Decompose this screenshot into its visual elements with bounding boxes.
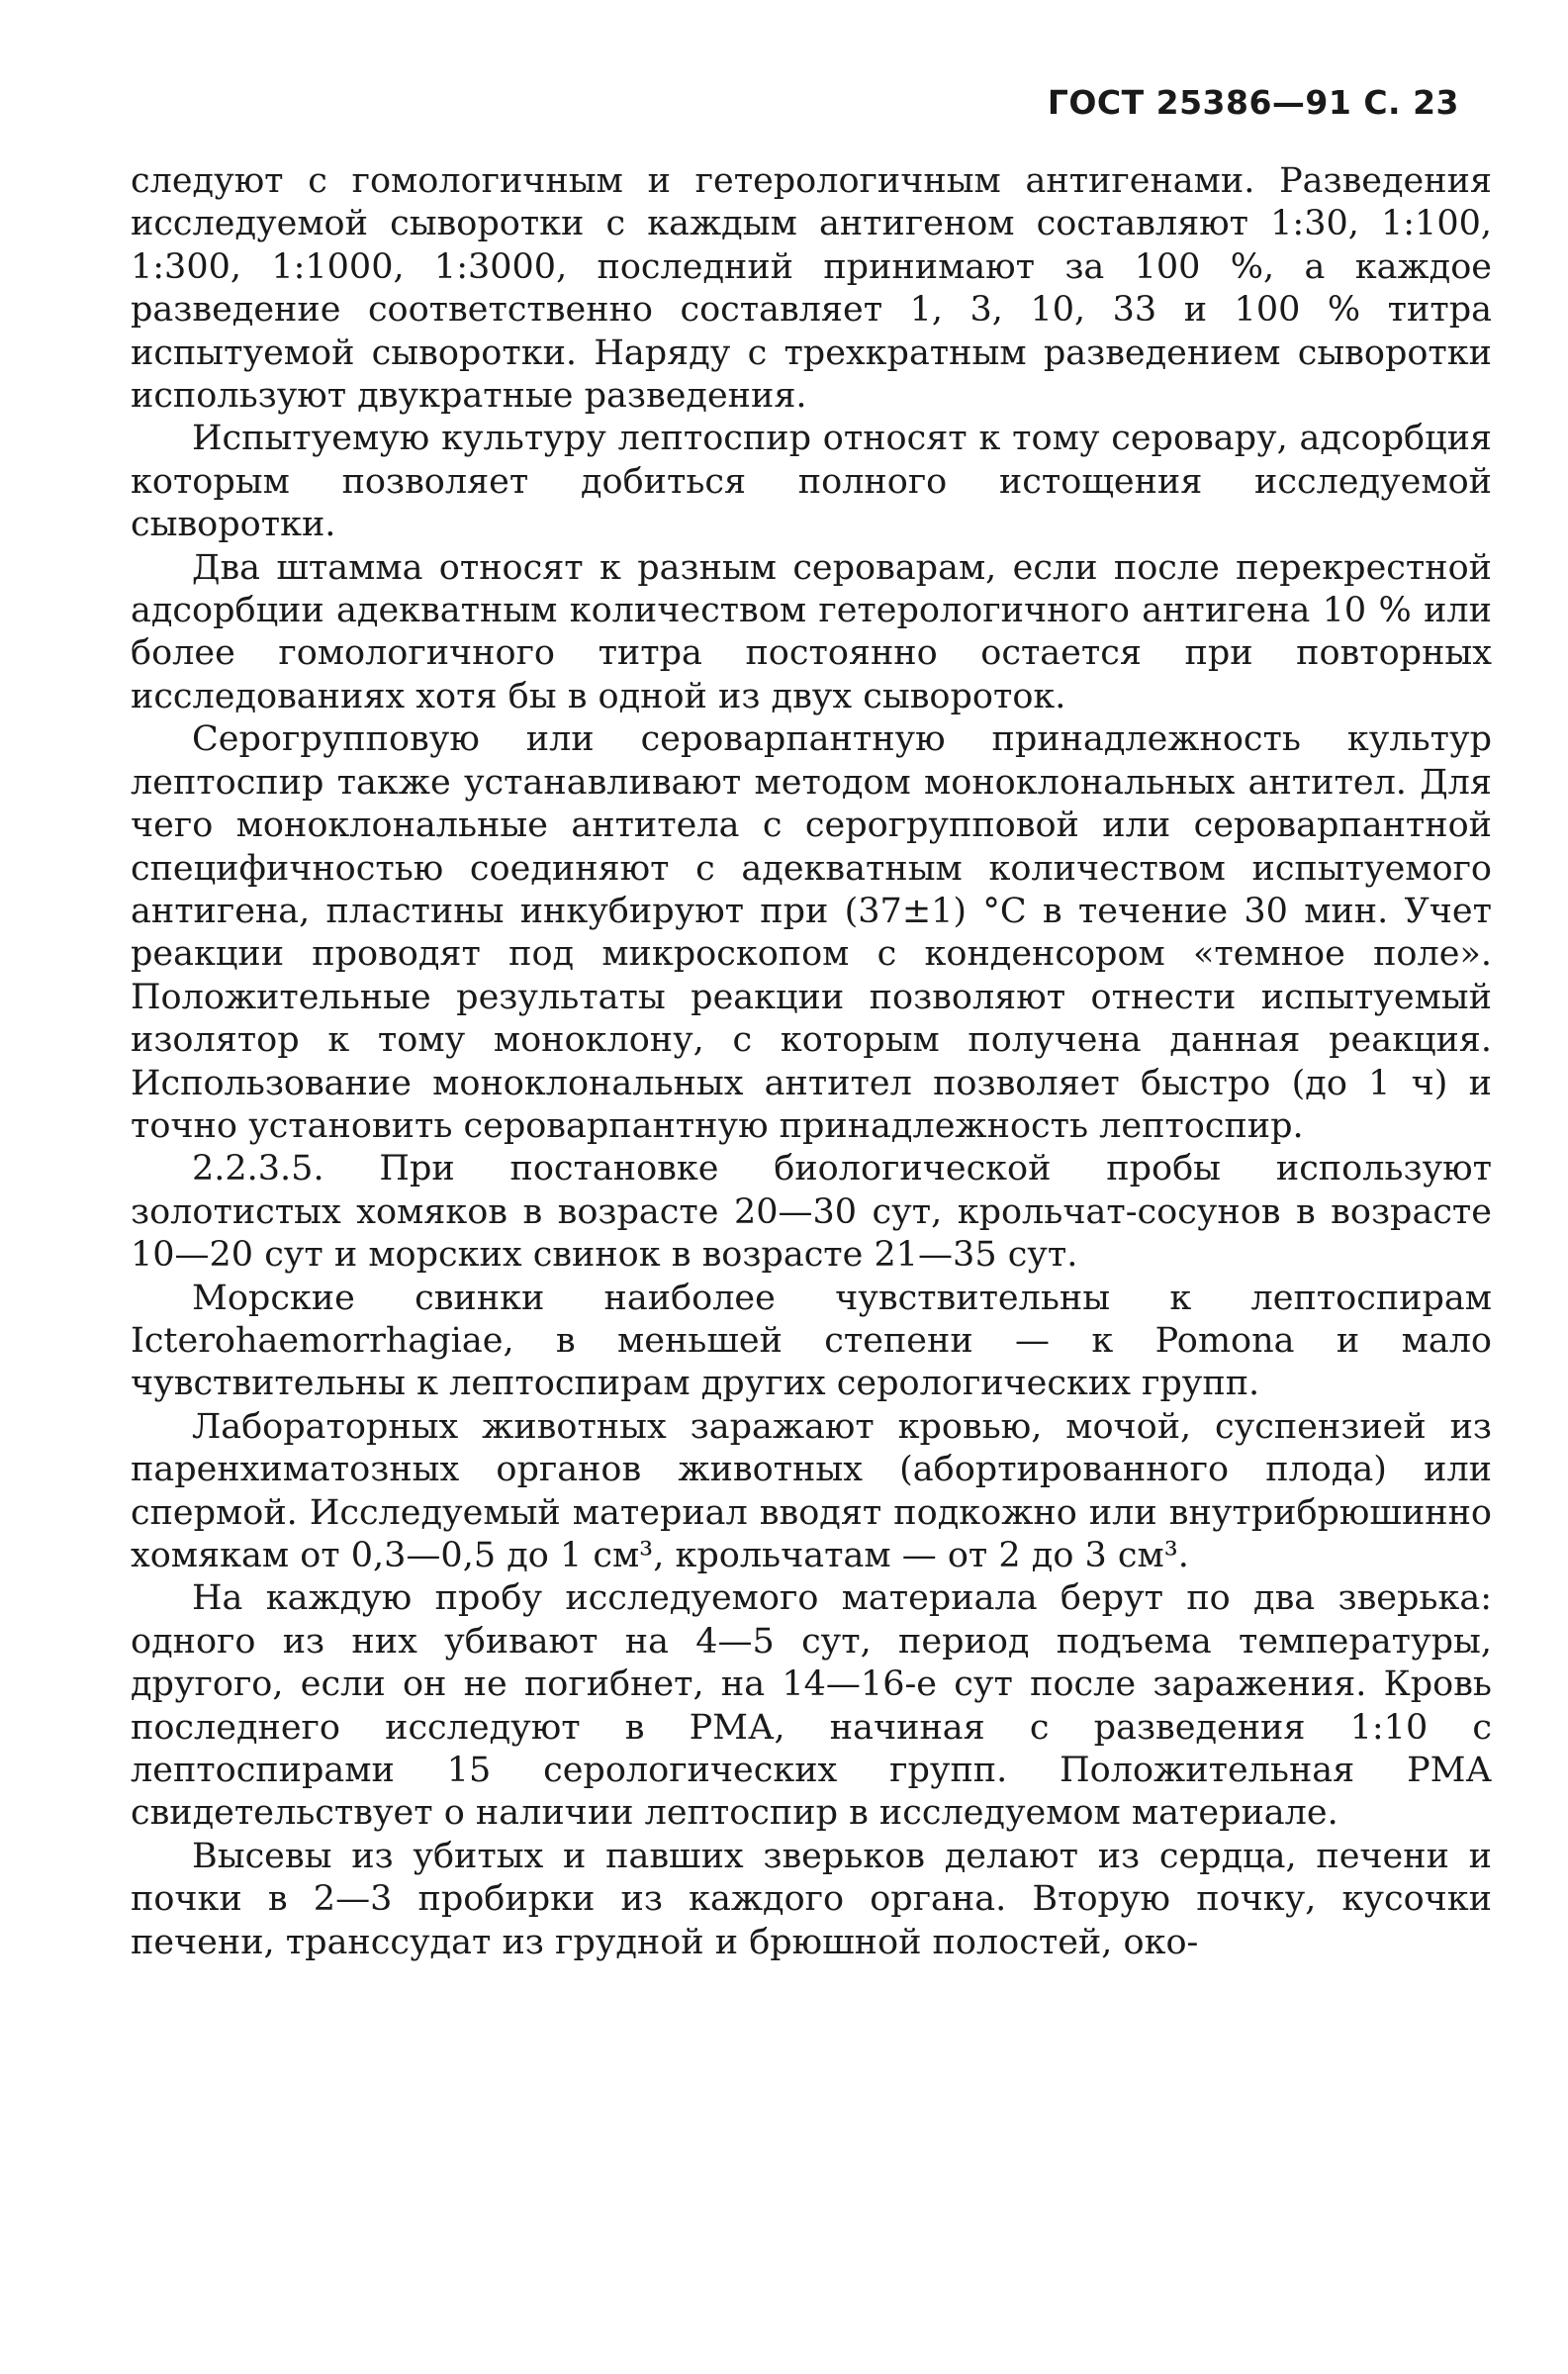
paragraph: Лабораторных животных заражают кровью, мочой, суспензией из паренхиматозных органов животных (абортированного плода) или спермой. Исследуемый материал вводят подкожно или внутрибрюшинно хомякам от 0,3—0,5 до 1 см³, крольчатам — от 2 до 3 см³. — [131, 1406, 1492, 1575]
paragraph: На каждую пробу исследуемого материала берут по два зверька: одного из них убивают на 4—5 сут, период подъема температуры, другого, если он не погибнет, на 14—16-е сут после заражения. Кровь последнего исследуют в РМА, начиная с разведения 1:10 с лептоспирами 15 серологических групп. Положительная РМА свидетельствует о наличии лептоспир в исследуемом материале. — [131, 1578, 1492, 1834]
paragraph: Серогрупповую или сероварпантную принадлежность культур лептоспир также устанавливают методом моноклональных антител. Для чего моноклональные антитела с серогрупповой или сероварпантной специфичностью соединяют с адекватным количеством испытуемого антигена, пластины инкубируют при (37±1) °С в течение 30 мин. Учет реакции проводят под микроскопом с конденсором «темное поле». Положительные результаты реакции позволяют отнести испытуемый изолятор к тому моноклону, с которым получена данная реакция. Использование моноклональных антител позволяет быстро (до 1 ч) и точно установить сероварпантную принадлежность лептоспир. — [131, 719, 1492, 1146]
paragraph: следуют с гомологичным и гетерологичным антигенами. Разведения исследуемой сыворотки с каждым антигеном составляют 1:30, 1:100, 1:300, 1:1000, 1:3000, последний принимают за 100 %, а каждое разведение соответственно составляет 1, 3, 10, 33 и 100 % титра испытуемой сыворотки. Наряду с трехкратным разведением сыворотки используют двукратные разведения. — [131, 161, 1492, 417]
paragraph: Два штамма относят к разным сероварам, если после перекрестной адсорбции адекватным количеством гетерологичного антигена 10 % или более гомологичного титра постоянно остается при повторных исследованиях хотя бы в одной из двух сывороток. — [131, 547, 1492, 716]
paragraph: 2.2.3.5. При постановке биологической пробы используют золотистых хомяков в возрасте 20—30 сут, крольчат-сосунов в возрасте 10—20 сут и морских свинок в возрасте 21—35 сут. — [131, 1149, 1492, 1276]
page-header: ГОСТ 25386—91 С. 23 — [1047, 83, 1459, 122]
paragraph: Испытуемую культуру лептоспир относят к тому серовару, адсорбция которым позволяет добиться полного истощения исследуемой сыворотки. — [131, 419, 1492, 545]
paragraph: Высевы из убитых и павших зверьков делают из сердца, печени и почки в 2—3 пробирки из каждого органа. Вторую почку, кусочки печени, транссудат из грудной и брюшной полостей, око- — [131, 1836, 1492, 1962]
body-text — [131, 160, 1492, 1964]
paragraph: Морские свинки наиболее чувствительны к лептоспирам Icterohaemorrhagiae, в меньшей степени — к Pomona и мало чувствительны к лептоспирам других серологических групп. — [131, 1278, 1492, 1404]
